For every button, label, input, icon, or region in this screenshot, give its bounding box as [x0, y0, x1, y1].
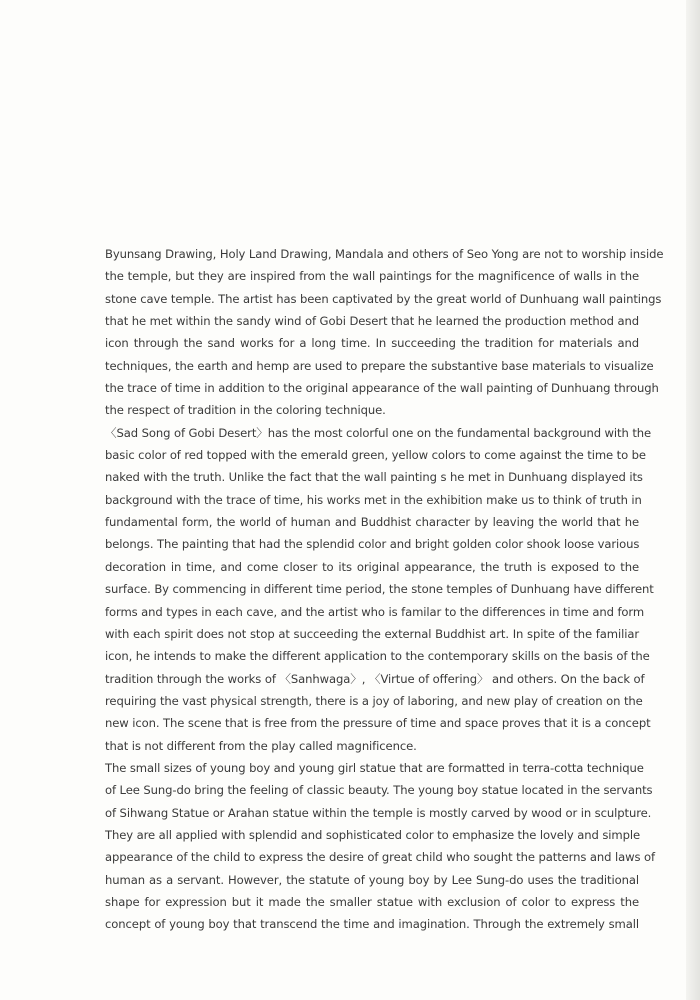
text-line: appearance of the child to express the desire of great child who sought the patterns and laws of	[105, 850, 656, 865]
text-line: shape for expression but it made the smaller statue with exclusion of color to express the	[105, 894, 639, 909]
text-line: surface. By commencing in different time period, the stone temples of Dunhuang have different	[105, 582, 654, 597]
text-line: of Lee Sung-do bring the feeling of classic beauty. The young boy statue located in the servants	[105, 783, 653, 798]
text-line: that he met within the sandy wind of Gobi Desert that he learned the production method and	[105, 314, 639, 329]
text-line: stone cave temple. The artist has been captivated by the great world of Dunhuang wall paintings	[105, 291, 662, 306]
text-line: techniques, the earth and hemp are used to prepare the substantive base materials to visualize	[105, 358, 654, 373]
text-line: fundamental form, the world of human and Buddhist character by leaving the world that he	[105, 515, 639, 530]
text-line: concept of young boy that transcend the time and imagination. Through the extremely small	[105, 917, 639, 932]
text-line: the trace of time in addition to the original appearance of the wall painting of Dunhuang through	[105, 381, 659, 396]
text-line: basic color of red topped with the emerald green, yellow colors to come against the time to be	[105, 448, 646, 463]
text-line: decoration in time, and come closer to its original appearance, the truth is exposed to the	[105, 559, 639, 574]
text-line: with each spirit does not stop at succeeding the external Buddhist art. In spite of the familiar	[105, 626, 639, 641]
text-line: new icon. The scene that is free from the pressure of time and space proves that it is a concept	[105, 716, 651, 731]
text-line: The small sizes of young boy and young girl statue that are formatted in terra-cotta technique	[105, 760, 644, 775]
text-line: the temple, but they are inspired from the wall paintings for the magnificence of walls in the	[105, 269, 639, 284]
text-line: icon, he intends to make the different application to the contemporary skills on the basis of the	[105, 649, 650, 664]
text-line: human as a servant. However, the statute of young boy by Lee Sung-do uses the traditional	[105, 872, 639, 887]
text-line: background with the trace of time, his works met in the exhibition make us to think of truth in	[105, 492, 642, 507]
text-line: of Sihwang Statue or Arahan statue within the temple is mostly carved by wood or in sculpture.	[105, 805, 652, 820]
text-line: tradition through the works of 〈Sanhwaga〉, 〈Virtue of offering〉 and others. On the back of	[105, 671, 645, 686]
text-line: forms and types in each cave, and the artist who is familar to the differences in time and form	[105, 604, 645, 619]
text-line: requiring the vast physical strength, there is a joy of laboring, and new play of creation on the	[105, 693, 643, 708]
text-line: icon through the sand works for a long time. In succeeding the tradition for materials and	[105, 336, 639, 351]
body-text	[105, 243, 664, 936]
text-line: 〈Sad Song of Gobi Desert〉has the most colorful one on the fundamental background with the	[105, 425, 652, 440]
text-line: They are all applied with splendid and sophisticated color to emphasize the lovely and simple	[105, 827, 641, 842]
text-line: the respect of tradition in the coloring technique.	[105, 403, 386, 418]
text-line: belongs. The painting that had the splendid color and bright golden color shook loose various	[105, 537, 640, 552]
text-line: naked with the truth. Unlike the fact that the wall painting s he met in Dunhuang displayed its	[105, 470, 643, 485]
text-line: Byunsang Drawing, Holy Land Drawing, Mandala and others of Seo Yong are not to worship inside	[105, 247, 664, 261]
text-line: that is not different from the play called magnificence.	[105, 738, 417, 753]
page-edge	[686, 0, 700, 1000]
